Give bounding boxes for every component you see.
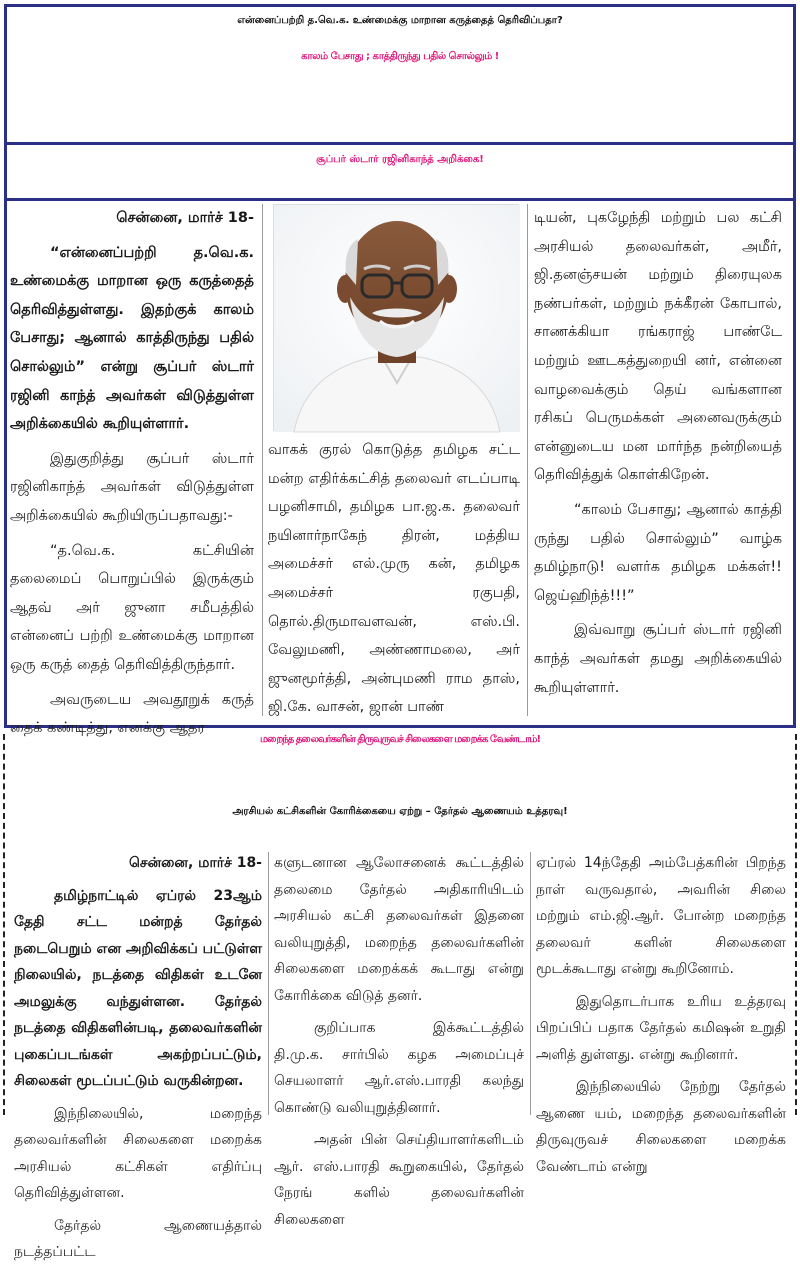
sub-headline: சூப்பர் ஸ்டார் ரஜினிகாந்த் அறிக்கை! <box>316 154 484 165</box>
portrait-photo <box>273 204 519 431</box>
paragraph: “காலம் பேசாது; ஆனால் காத்தி ருந்து பதில் சொல்லும்” வாழ்க தமிழ்நாடு! வளர்க தமிழக மக்கள்!! ஜெய்ஹிந்த்!!!” <box>534 501 782 604</box>
paragraph: “த.வெ.க. கட்சியின் தலைமைப் பொறுப்பில் இருக்கும் ஆதவ் அர் ஜுனா சமீபத்தில் என்னைப் பற்றி உண்மைக்கு மாறான ஒரு கருத் தைத் தெரிவித்திருந்தார். <box>10 542 254 673</box>
story2-column-2 <box>274 850 524 1228</box>
paragraph: இந்நிலையில், மறைந்த தலைவர்களின் சிலைகளை மறைக்க அரசியல் கட்சிகள் எதிர்ப்பு தெரிவித்துள்ளன. <box>14 1105 262 1201</box>
dateline: சென்னை, மார்ச் 18- <box>116 210 254 226</box>
lead-paragraph: தமிழ்நாட்டில் ஏப்ரல் 23ஆம் தேதி சட்ட மன்றத் தேர்தல் நடைபெறும் என அறிவிக்கப் பட்டுள்ள நிலையில், நடத்தை விதிகள் உடனே அமலுக்கு வந்துள்ளன. தேர்தல் நடத்தை விதிகளின்படி, தலைவர்களின் புகைப்படங்கள் அகற்றப்பட்டும், சிலைகள் மூடப்பட்டும் வருகின்றன. <box>14 887 262 1089</box>
dashed-border-left <box>3 734 5 1115</box>
kicker-headline: என்னைப்பற்றி த.வெ.க. உண்மைக்கு மாறான கருத்தைத் தெரிவிப்பதா? <box>237 15 563 26</box>
dashed-border-right <box>795 734 797 1115</box>
story1-column-3 <box>534 204 782 716</box>
column-divider <box>527 204 528 716</box>
paragraph: இதுதொடர்பாக உரிய உத்தரவு பிறப்பிப் பதாக தேர்தல் கமிஷன் உறுதி அளித் துள்ளது. என்று கூறினார். <box>536 993 786 1063</box>
dateline: சென்னை, மார்ச் 18- <box>128 855 262 871</box>
story2-subheadline: அரசியல் கட்சிகளின் கோரிக்கையை ஏற்று – தேர்தல் ஆணையம் உத்தரவு! <box>232 806 568 817</box>
paragraph: இதுகுறித்து சூப்பர் ஸ்டார் ரஜினிகாந்த் அவர்கள் விடுத்துள்ள அறிக்கையில் கூறியிருப்பதாவது:- <box>10 450 254 524</box>
paragraph: தேர்தல் ஆணையத்தால் நடத்தப்பட்ட <box>14 1217 262 1260</box>
paragraph: குறிப்பாக இக்கூட்டத்தில் தி.மு.க. சார்பில் கழக அமைப்புச் செயலாளர் ஆர்.எஸ்.பாரதி கலந்து கொண்டு வலியுறுத்தினார். <box>274 1020 524 1116</box>
divider-rule <box>7 142 793 145</box>
main-headline: காலம் பேசாது ; காத்திருந்து பதில் சொல்லும் ! <box>301 51 499 62</box>
divider-rule <box>7 198 793 201</box>
paragraph: அவருடைய அவதூறுக் கருத் தைக் கண்டித்து, எனக்கு ஆதர <box>10 691 254 737</box>
story1-column-2 <box>268 436 520 716</box>
paragraph: களுடனான ஆலோசனைக் கூட்டத்தில் தலைமை தேர்தல் அதிகாரியிடம் அரசியல் கட்சி தலைவர்கள் இதனை வலியுறுத்தி, மறைந்த தலைவர்களின் சிலைகளை மறைக்கக் கூடாது என்று கோரிக்கை விடுத் தனர். <box>274 855 524 1004</box>
column-divider <box>268 852 269 1115</box>
paragraph: வாகக் குரல் கொடுத்த தமிழக சட்ட மன்ற எதிர்க்கட்சித் தலைவர் எடப்பாடி பழனிசாமி, தமிழக பா.ஜ.க. தலைவர் நயினார்நாகேந் திரன், மத்திய அமைச்சர் எல்.முரு கன், தமிழக அமைச்சர் ரகுபதி, தொல்.திருமாவளவன், எஸ்.பி. வேலுமணி, அண்ணாமலை, அர் ஜுனமூர்த்தி, அன்புமணி ராம தாஸ், ஜி.கே. வாசன், ஜான் பாண் <box>268 442 520 716</box>
paragraph: இவ்வாறு சூப்பர் ஸ்டார் ரஜினி காந்த் அவர்கள் தமது அறிக்கையில் கூறியுள்ளார். <box>534 622 782 696</box>
paragraph: இந்நிலையில் நேற்று தேர்தல் ஆணை யம், மறைந்த தலைவர்களின் திருவுருவச் சிலைகளை மறைக்க வேண்டாம் என்று <box>536 1079 786 1175</box>
column-divider <box>262 204 263 716</box>
column-divider <box>530 852 531 1115</box>
paragraph: அதன் பின் செய்தியாளர்களிடம் ஆர். எஸ்.பாரதி கூறுகையில், தேர்தல் நேரங் களில் தலைவர்களின் சிலைகளை <box>274 1132 524 1228</box>
story2-headline: மறைந்த தலைவர்களின் திருவுருவச் சிலைகளை மறைக்க வேண்டாம்! <box>259 734 541 745</box>
story2-column-1 <box>14 850 262 1260</box>
story1-column-1 <box>10 204 254 737</box>
portrait-illustration <box>274 205 520 432</box>
lead-paragraph: “என்னைப்பற்றி த.வெ.க. உண்மைக்கு மாறான ஒரு கருத்தைத் தெரிவித்துள்ளது. இதற்குக் காலம் பேசாது; ஆனால் காத்திருந்து பதில் சொல்லும்” என்று சூப்பர் ஸ்டார் ரஜினி காந்த் அவர்கள் விடுத்துள்ள அறிக்கையில் கூறியுள்ளார். <box>10 244 254 433</box>
paragraph: டியன், புகழேந்தி மற்றும் பல கட்சி அரசியல் தலைவர்கள், அமீர், ஜி.தனஞ்சயன் மற்றும் திரையுலக நண்பர்கள், மற்றும் நக்கீரன் கோபால், சாணக்கியா ரங்கராஜ் பாண்டே மற்றும் ஊடகத்துறையி னர், என்னை வாழவைக்கும் தெய் வங்களான ரசிகப் பெருமக்கள் அனைவருக்கும் என்னுடைய மன மார்ந்த நன்றியைத் தெரிவித்துக் கொள்கிறேன். <box>534 210 782 484</box>
story2-column-3 <box>536 850 786 1175</box>
paragraph: ஏப்ரல் 14ந்தேதி அம்பேத்கரின் பிறந்த நாள் வருவதால், அவரின் சிலை மற்றும் எம்.ஜி.ஆர். போன்ற மறைந்த தலைவர் களின் சிலைகளை மூடக்கூடாது என்று கூறினோம். <box>536 855 786 977</box>
